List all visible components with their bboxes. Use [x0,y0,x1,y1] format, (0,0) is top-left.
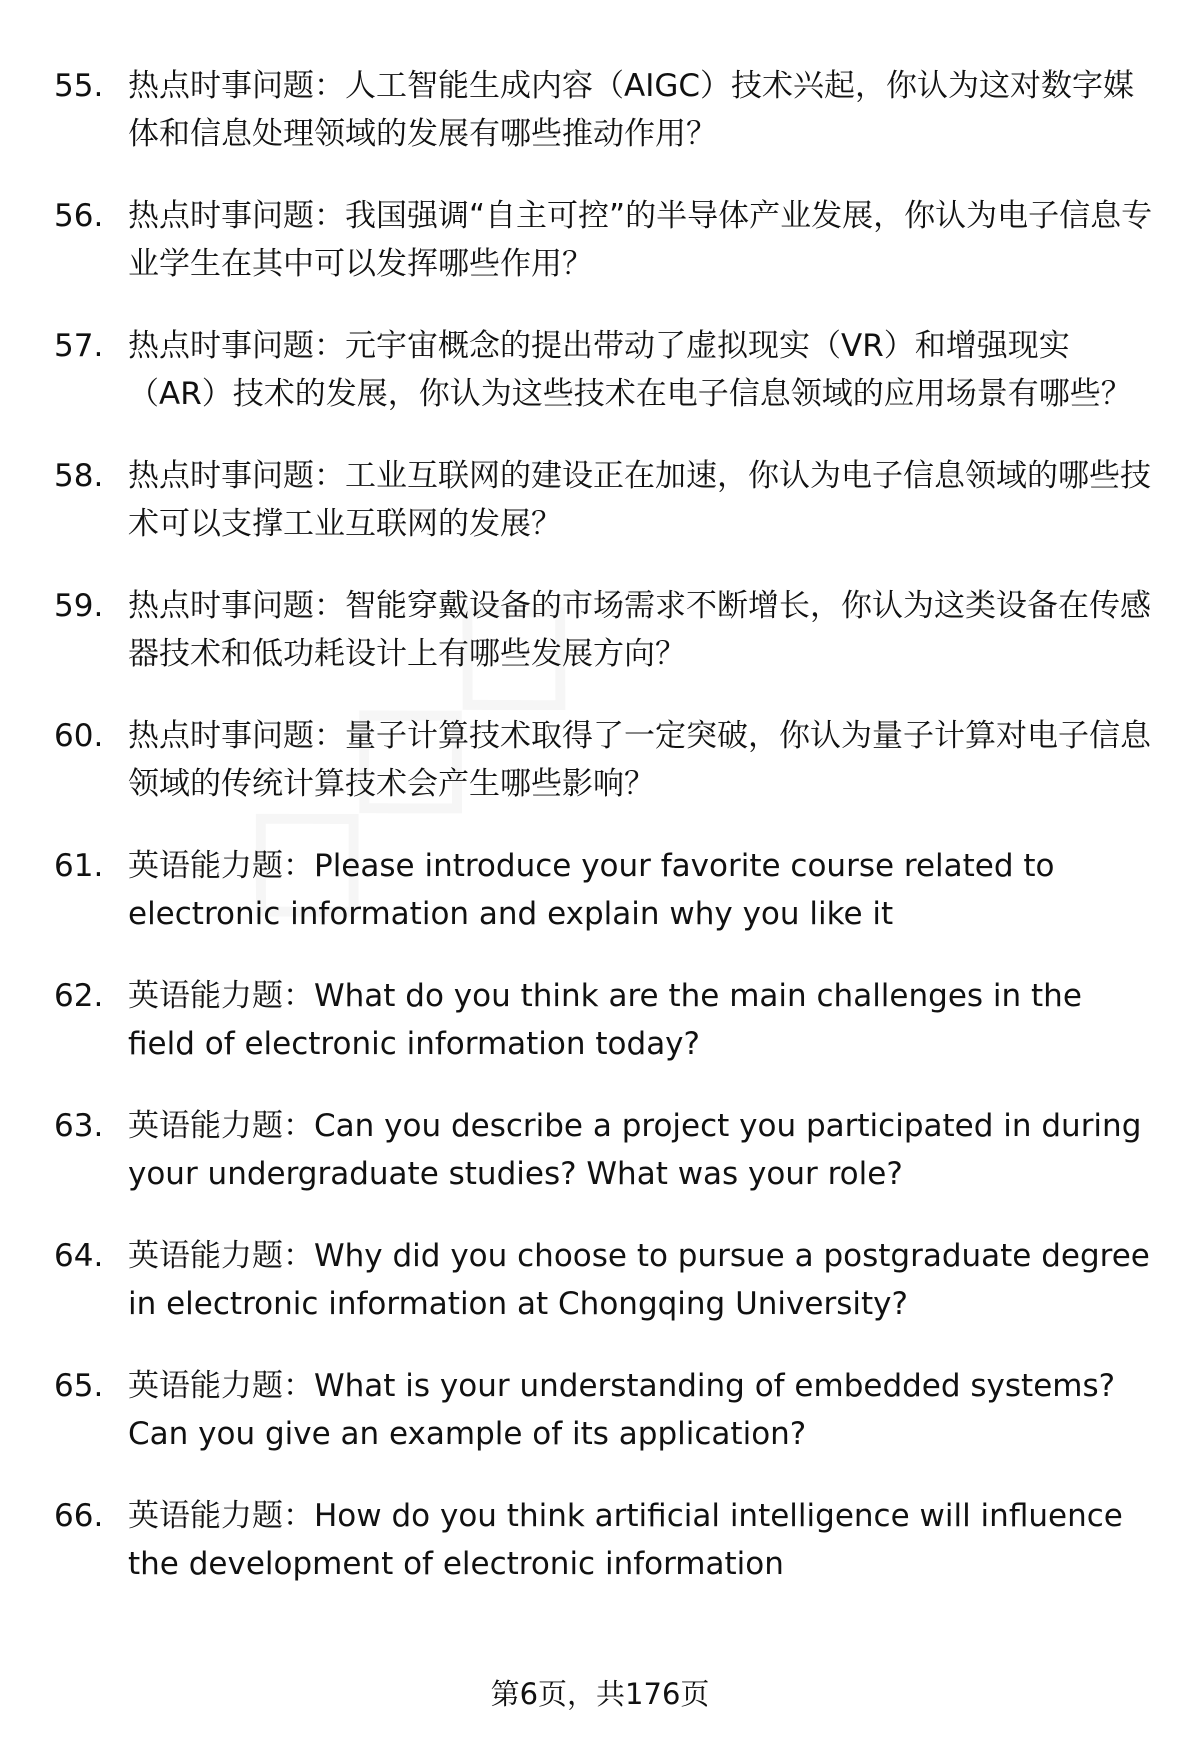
question-text: 英语能力题：How do you think artificial intelligence will influence the development of electronic information [128,1498,1123,1582]
question-number: 59. [54,588,104,624]
question-text: 英语能力题：What do you think are the main challenges in the field of electronic information today? [128,978,1082,1062]
question-number: 65. [54,1368,104,1404]
question-text: 热点时事问题：量子计算技术取得了一定突破，你认为量子计算对电子信息领域的传统计算技术会产生哪些影响？ [128,718,1151,802]
question-number: 61. [54,848,104,884]
question-text: 热点时事问题：智能穿戴设备的市场需求不断增长，你认为这类设备在传感器技术和低功耗设计上有哪些发展方向？ [128,588,1151,672]
question-item [0,1232,1200,1328]
question-list [0,62,1200,1622]
question-text: 热点时事问题：元宇宙概念的提出带动了虚拟现实（VR）和增强现实（AR）技术的发展，你认为这些技术在电子信息领域的应用场景有哪些？ [128,328,1132,412]
question-item [0,1362,1200,1458]
question-item [0,842,1200,938]
question-text: 热点时事问题：我国强调“自主可控”的半导体产业发展，你认为电子信息专业学生在其中可以发挥哪些作用？ [128,198,1153,282]
question-item [0,1492,1200,1588]
question-item [0,62,1200,158]
question-item [0,452,1200,548]
question-number: 56. [54,198,104,234]
question-item [0,972,1200,1068]
question-item [0,322,1200,418]
question-number: 57. [54,328,104,364]
question-text: 热点时事问题：人工智能生成内容（AIGC）技术兴起，你认为这对数字媒体和信息处理领域的发展有哪些推动作用？ [128,68,1135,152]
question-number: 60. [54,718,104,754]
question-text: 英语能力题：Why did you choose to pursue a postgraduate degree in electronic information at Chongqing University? [128,1238,1150,1322]
question-text: 热点时事问题：工业互联网的建设正在加速，你认为电子信息领域的哪些技术可以支撑工业互联网的发展？ [128,458,1151,542]
question-number: 64. [54,1238,104,1274]
question-number: 62. [54,978,104,1014]
question-item [0,712,1200,808]
question-item [0,582,1200,678]
question-text: 英语能力题：Please introduce your favorite course related to electronic information and explain why you like it [128,848,1055,932]
question-number: 63. [54,1108,104,1144]
question-number: 66. [54,1498,104,1534]
question-number: 55. [54,68,104,104]
question-item [0,1102,1200,1198]
page-footer: 第6页，共176页 [490,1677,710,1711]
question-item [0,192,1200,288]
question-text: 英语能力题：What is your understanding of embedded systems? Can you give an example of its application? [128,1368,1116,1452]
question-text: 英语能力题：Can you describe a project you participated in during your undergraduate studies? What was your role? [128,1108,1142,1192]
question-number: 58. [54,458,104,494]
